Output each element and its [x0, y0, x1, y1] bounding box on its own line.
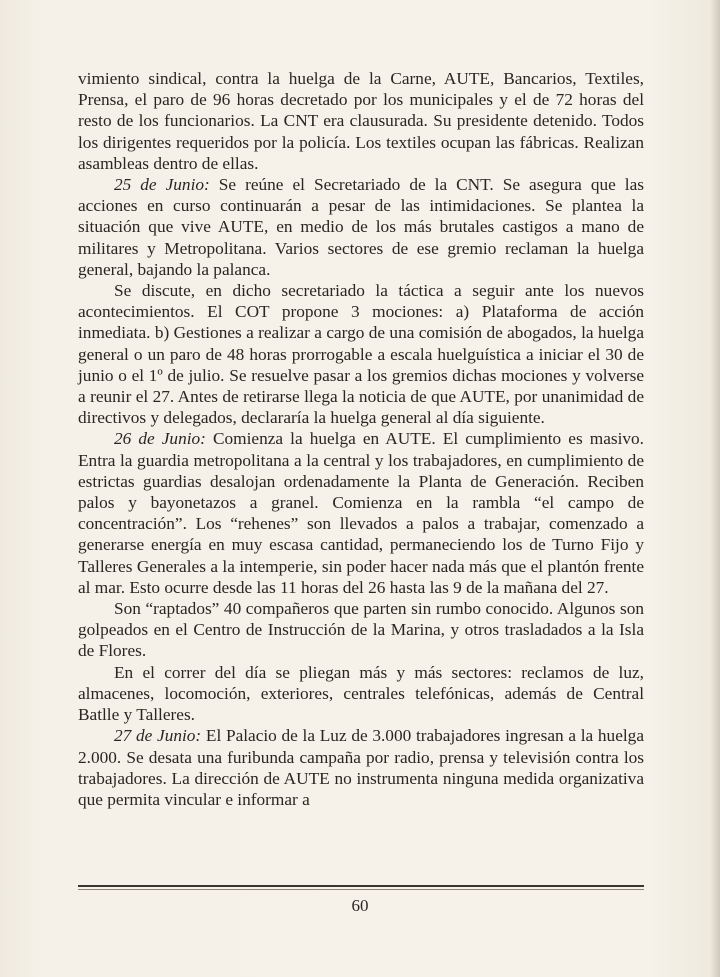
- paragraph-7-date: 27 de Junio:: [114, 726, 202, 746]
- page-number: 60: [351, 896, 369, 915]
- paragraph-1: [78, 68, 644, 174]
- footer-rule-thin: [78, 889, 644, 890]
- paragraph-2-text: Se reúne el Secretariado de la CNT. Se asegura que las acciones en curso continuarán a pesar de las intimidaciones. Se plantea la situación que vive AUTE, en medio de los más brutales castigos a mano de militares y Metropolitana. Varios sectores de ese gremio reclaman la huelga general, bajando la palanca.: [78, 175, 645, 279]
- paragraph-5-text: Son “raptados” 40 compañeros que parten sin rumbo conocido. Algunos son golpeados en el Centro de Instrucción de la Marina, y otros trasladados a la Isla de Flores.: [78, 599, 644, 661]
- paragraph-3: [78, 280, 644, 428]
- paragraph-7-text: El Palacio de la Luz de 3.000 trabajadores ingresan a la huelga 2.000. Se desata una furibunda campaña por radio, prensa y televisión contra los trabajadores. La dirección de AUTE no instrumenta ninguna medida organizativa que permita vincular e informar a: [78, 726, 644, 809]
- paragraph-4-date: 26 de Junio:: [114, 429, 206, 449]
- paragraph-2-date: 25 de Junio:: [114, 175, 210, 195]
- paragraph-5: [78, 598, 644, 662]
- paragraph-6: [78, 662, 644, 726]
- paragraph-7: [78, 725, 644, 810]
- paragraph-2: [78, 174, 644, 280]
- body-text: [78, 68, 644, 810]
- paragraph-1-text: vimiento sindical, contra la huelga de la Carne, AUTE, Bancarios, Textiles, Prensa, el paro de 96 horas decretado por los municipales y el de 72 horas del resto de los funcionarios. La CNT era clausurada. Su presidente detenido. Todos los dirigentes requeridos por la policía. Los textiles ocupan las fábricas. Realizan asambleas dentro de ellas.: [78, 69, 644, 173]
- footer-rule: [78, 885, 644, 887]
- paragraph-3-text: Se discute, en dicho secretariado la táctica a seguir ante los nuevos acontecimientos. El COT propone 3 mociones: a) Plataforma de acción inmediata. b) Gestiones a realizar a cargo de una comisión de abogados, la huelga general o un paro de 48 horas prorrogable a escala huelguística a iniciar el 30 de junio o el 1º de julio. Se resuelve pasar a los gremios dichas mociones y volverse a reunir el 27. Antes de retirarse llega la noticia de que AUTE, por unanimidad de directivos y delegados, declararía la huelga general al día siguiente.: [78, 281, 644, 428]
- paragraph-4: [78, 428, 644, 598]
- paragraph-6-text: En el correr del día se pliegan más y más sectores: reclamos de luz, almacenes, locomoción, exteriores, centrales telefónicas, además de Central Batlle y Talleres.: [78, 662, 644, 725]
- page-edge-shadow: [710, 0, 720, 977]
- paragraph-4-text: Comienza la huelga en AUTE. El cumplimiento es masivo. Entra la guardia metropolitana a la central y los trabajadores, en cumplimiento de estrictas guardias desalojan ordenadamente la Planta de Generación. Reciben palos y bayonetazos a granel. Comienza en la rambla “el campo de concentración”. Los “rehenes” son llevados a palos a trabajar, comenzado a generarse energía en muy escasa cantidad, permaneciendo los de Turno Fijo y Talleres Generales a la intemperie, sin poder hacer nada más que el plantón frente al mar. Esto ocurre desde las 11 horas del 26 hasta las 9 de la mañana del 27.: [78, 429, 645, 597]
